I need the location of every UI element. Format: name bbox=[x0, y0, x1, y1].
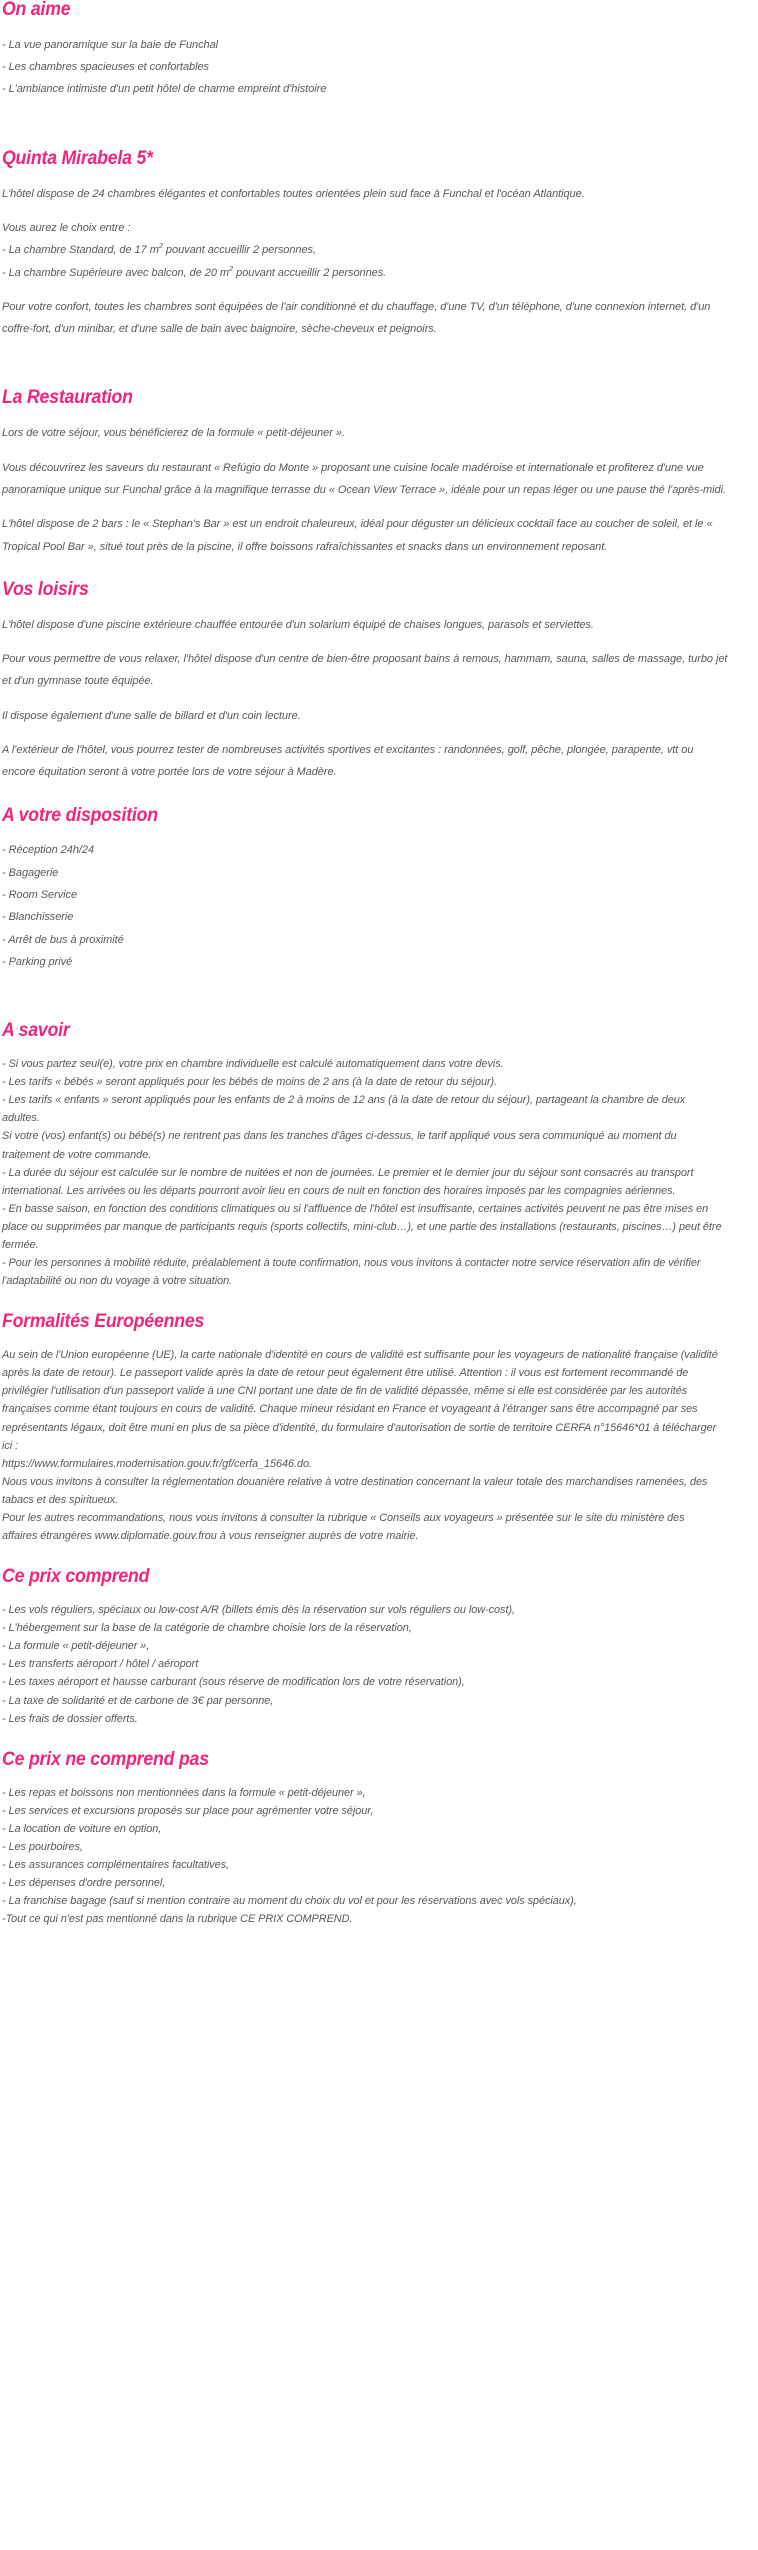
text-block bbox=[2, 1055, 756, 1290]
list-item: - En basse saison, en fonction des conditions climatiques ou si l'affluence de l'hôtel est insuffisante, certaines activités peuvent ne pas être mises en place ou supprimées par manque de participants requis (sports collectifs, mini-club…), et une partie des installations (restaurants, piscines…) peut être fermée. bbox=[2, 1202, 725, 1251]
section-title-formalites-europeennes: Formalités Européennes bbox=[2, 1311, 205, 1333]
section-ce-prix-comprend bbox=[2, 1567, 756, 1728]
list-item: - La durée du séjour est calculée sur le nombre de nuitées et non de journées. Le premier et le dernier jour du séjour sont consacrés au transport international. Les arrivées ou les départs pourront avoir lieu en cours de nuit en fonction des horaires imposés par les compagnies aériennes. bbox=[2, 1166, 697, 1197]
text-block bbox=[2, 1784, 756, 1929]
paragraph-spacer bbox=[2, 501, 756, 513]
text-block bbox=[2, 34, 756, 101]
paragraph-spacer bbox=[2, 727, 756, 739]
text-block bbox=[2, 296, 756, 341]
paragraph: Pour votre confort, toutes les chambres sont équipées de l'air conditionné et du chauffage, d'une TV, d'un téléphone, d'une connexion internet, d'un coffre-fort, d'un minibar, et d'une salle de bain avec baignoire, sèche-cheveux et peignoirs. bbox=[2, 300, 714, 336]
text-block bbox=[2, 217, 756, 284]
paragraph-spacer bbox=[2, 445, 756, 457]
list-item: - La formule « petit-déjeuner », bbox=[2, 1640, 150, 1653]
text-block bbox=[2, 739, 756, 784]
list-item: - Les transferts aéroport / hôtel / aéroport bbox=[2, 1658, 199, 1671]
text-block bbox=[2, 705, 756, 727]
list-item: - Room Service bbox=[2, 888, 78, 901]
list-item: - Les tarifs « enfants » seront appliqués pour les enfants de 2 à moins de 12 ans (à la date de retour du séjour), partageant la chambre de deux adultes. bbox=[2, 1094, 689, 1125]
list-item: - La taxe de solidarité et de carbone de 3€ par personne, bbox=[2, 1694, 274, 1707]
paragraph: Lors de votre séjour, vous bénéficierez de la formule « petit-déjeuner ». bbox=[2, 427, 345, 440]
title-gap bbox=[2, 170, 756, 183]
section-spacer bbox=[2, 101, 756, 149]
paragraph: Il dispose également d'une salle de billard et d'un coin lecture. bbox=[2, 709, 301, 722]
section-spacer bbox=[2, 558, 756, 580]
section-title-ce-prix-comprend: Ce prix comprend bbox=[2, 1566, 150, 1588]
section-spacer bbox=[2, 340, 756, 388]
list-item: -Tout ce qui n'est pas mentionné dans la rubrique CE PRIX COMPREND. bbox=[2, 1913, 353, 1926]
section-quinta-mirabela bbox=[2, 149, 756, 341]
list-item: - Les vols réguliers, spéciaux ou low-cost A/R (billets émis dès la réservation sur vols réguliers ou low-cost), bbox=[2, 1604, 515, 1617]
title-gap bbox=[2, 601, 756, 614]
text-block bbox=[2, 422, 756, 444]
title-gap bbox=[2, 1588, 756, 1601]
list-item: - Parking privé bbox=[2, 955, 73, 968]
paragraph-spacer bbox=[2, 284, 756, 296]
list-item: - La chambre Supérieure avec balcon, de 20 $m^2$ pouvant accueillir 2 personnes. bbox=[2, 263, 387, 279]
paragraph-spacer bbox=[2, 205, 756, 217]
paragraph: L'hôtel dispose d'une piscine extérieure chauffée entourée d'un solarium équipé de chaises longues, parasols et serviettes. bbox=[2, 618, 594, 631]
section-vos-loisirs bbox=[2, 580, 756, 784]
text-block bbox=[2, 648, 756, 693]
list-item: - Les assurances complémentaires facultatives, bbox=[2, 1859, 229, 1872]
paragraph: Pour les autres recommandations, nous vous invitons à consulter la rubrique « Conseils aux voyageurs » présentée sur le site du ministère des affaires étrangères www.diplomatie.gouv.frou à vous renseigner auprès de votre mairie. bbox=[2, 1512, 688, 1543]
paragraph: Vous aurez le choix entre : bbox=[2, 221, 131, 234]
paragraph: Nous vous invitons à consulter la réglementation douanière relative à votre destination concernant la valeur totale des marchandises ramenées, des tabacs et des spiritueux. bbox=[2, 1475, 711, 1506]
list-item: - Les services et excursions proposés sur place pour agrémenter votre séjour, bbox=[2, 1804, 374, 1817]
list-item: - Les chambres spacieuses et confortables bbox=[2, 61, 209, 74]
paragraph: L'hôtel dispose de 2 bars : le « Stephan's Bar » est un endroit chaleureux, idéal pour déguster un délicieux cocktail face au coucher de soleil, et le « Tropical Pool Bar », situé tout près de la piscine, il offre boissons rafraîchissantes et snacks dans un environnement reposant. bbox=[2, 518, 716, 553]
list-item: - Si vous partez seul(e), votre prix en chambre individuelle est calculé automatiquement dans votre devis. bbox=[2, 1058, 504, 1071]
section-title-quinta-mirabela: Quinta Mirabela 5* bbox=[2, 147, 153, 169]
list-item: - L'hébergement sur la base de la catégorie de chambre choisie lors de la réservation, bbox=[2, 1622, 412, 1635]
title-gap bbox=[2, 826, 756, 839]
text-block bbox=[2, 1346, 756, 1545]
section-title-vos-loisirs: Vos loisirs bbox=[2, 578, 89, 600]
list-item: - Pour les personnes à mobilité réduite, préalablement à toute confirmation, nous vous invitons à contacter notre service réservation afin de vérifier l'adaptabilité ou non du voyage à votre situation. bbox=[2, 1257, 704, 1288]
section-title-la-restauration: La Restauration bbox=[2, 387, 133, 409]
list-item: - La chambre Standard, de 17 $m^2$ pouvant accueillir 2 personnes, bbox=[2, 241, 316, 257]
text-block bbox=[2, 614, 756, 636]
list-item: - L'ambiance intimiste d'un petit hôtel de charme empreint d'histoire bbox=[2, 83, 327, 96]
section-on-aime bbox=[2, 0, 756, 101]
section-spacer bbox=[2, 784, 756, 806]
section-spacer bbox=[2, 1545, 756, 1567]
title-gap bbox=[2, 21, 756, 34]
text-block bbox=[2, 513, 756, 558]
list-item: - La location de voiture en option, bbox=[2, 1822, 162, 1835]
paragraph-spacer bbox=[2, 693, 756, 705]
section-a-votre-disposition bbox=[2, 806, 756, 974]
section-spacer bbox=[2, 1290, 756, 1312]
section-la-restauration bbox=[2, 388, 756, 557]
paragraph: Pour vous permettre de vous relaxer, l'hôtel dispose d'un centre de bien-être proposant bains à remous, hammam, sauna, salles de massage, turbo jet et d'un gymnase toute équipée. bbox=[2, 653, 731, 688]
list-item: - Les dépenses d'ordre personnel, bbox=[2, 1877, 166, 1890]
section-title-a-savoir: A savoir bbox=[2, 1020, 70, 1042]
title-gap bbox=[2, 1771, 756, 1784]
paragraph: Au sein de l'Union européenne (UE), la carte nationale d'identité en cours de validité est suffisante pour les voyageurs de nationalité française (validité après la date de retour). Le passeport valide après la date de retour peut également être utilisé. Attention : il vous est fortement recommandé de privilégier l'utilisation d'un passeport valide à une CNI portant une date de fin de validité dépassée, même si elle est considérée par les autorités françaises comme étant toujours en cours de validité. Chaque mineur résidant en France et voyageant à l'étranger sans être accompagné par ses représentants légaux, doit être muni en plus de sa pièce d'identité, du formulaire d'autorisation de sortie de territoire CERFA n°15646*01 à télécharger ici : bbox=[2, 1349, 721, 1452]
list-item: - La vue panoramique sur la baie de Funchal bbox=[2, 38, 219, 51]
list-item: - La franchise bagage (sauf si mention contraire au moment du choix du vol et pour les réservations avec vols spéciaux), bbox=[2, 1895, 577, 1908]
section-spacer bbox=[2, 973, 756, 1021]
section-ce-prix-ne-comprend-pas bbox=[2, 1750, 756, 1929]
paragraph: https://www.formulaires.modernisation.gouv.fr/gf/cerfa_15646.do. bbox=[2, 1457, 312, 1470]
text-block bbox=[2, 1601, 756, 1728]
paragraph-spacer bbox=[2, 636, 756, 648]
list-item: - Les pourboires, bbox=[2, 1840, 83, 1853]
list-item: - Les frais de dossier offerts. bbox=[2, 1712, 138, 1725]
list-item: - Les tarifs « bébés » seront appliqués pour les bébés de moins de 2 ans (à la date de retour du séjour). bbox=[2, 1076, 498, 1089]
section-title-a-votre-disposition: A votre disposition bbox=[2, 804, 158, 826]
list-item: - Les repas et boissons non mentionnées dans la formule « petit-déjeuner », bbox=[2, 1786, 366, 1799]
title-gap bbox=[2, 1042, 756, 1055]
list-item: - Arrêt de bus à proximité bbox=[2, 933, 124, 946]
list-item: - Bagagerie bbox=[2, 866, 59, 879]
paragraph: L'hôtel dispose de 24 chambres élégantes et confortables toutes orientées plein sud face à Funchal et l'océan Atlantique. bbox=[2, 187, 585, 200]
section-spacer bbox=[2, 1728, 756, 1750]
list-item: - Réception 24h/24 bbox=[2, 844, 95, 857]
section-title-ce-prix-ne-comprend-pas: Ce prix ne comprend pas bbox=[2, 1748, 209, 1770]
section-a-savoir bbox=[2, 1021, 756, 1290]
title-gap bbox=[2, 409, 756, 422]
text-block bbox=[2, 183, 756, 205]
section-title-on-aime: On aime bbox=[2, 0, 71, 20]
paragraph: Si votre (vos) enfant(s) ou bébé(s) ne rentrent pas dans les tranches d'âges ci-dessus, le tarif appliqué vous sera communiqué au moment du traitement de votre commande. bbox=[2, 1130, 680, 1161]
paragraph: Vous découvrirez les saveurs du restaurant « Refúgio do Monte » proposant une cuisine locale madéroise et internationale et profiterez d'une vue panoramique unique sur Funchal grâce à la magnifique terrasse du « Ocean View Terrace », idéale pour un repas léger ou une pause thé l'après-midi. bbox=[2, 461, 727, 496]
list-item: - Les taxes aéroport et hausse carburant (sous réserve de modification lors de votre réservation), bbox=[2, 1676, 465, 1689]
text-block bbox=[2, 839, 756, 973]
sections-container bbox=[2, 0, 756, 1928]
section-formalites-europeennes bbox=[2, 1312, 756, 1545]
title-gap bbox=[2, 1333, 756, 1346]
paragraph: A l'extérieur de l'hôtel, vous pourrez tester de nombreuses activités sportives et excitantes : randonnées, golf, pêche, plongée, parapente, vtt ou encore équitation seront à votre portée lors de votre séjour à Madère. bbox=[2, 743, 697, 779]
text-block bbox=[2, 457, 756, 502]
list-item: - Blanchisserie bbox=[2, 911, 74, 924]
